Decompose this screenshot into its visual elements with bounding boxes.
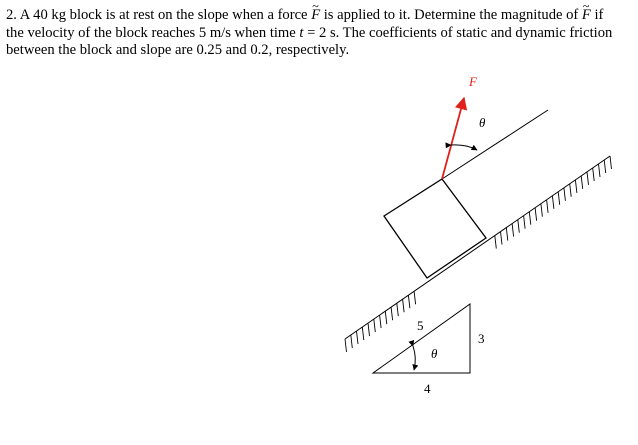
time-symbol: t bbox=[299, 24, 304, 41]
hatch-tick bbox=[581, 176, 583, 189]
hatch-tick bbox=[385, 311, 387, 324]
hatch-tick bbox=[575, 180, 577, 193]
hatch-tick bbox=[403, 299, 405, 312]
hatch-tick bbox=[552, 196, 554, 209]
triangle-angle-label: θ bbox=[431, 346, 438, 361]
hatch-tick bbox=[529, 212, 531, 225]
problem-line-1: 2. A 40 kg block is at rest on the slope when a force ~ F is applied to it. Determine the magnitude of ~ F if bbox=[6, 7, 634, 25]
hatch-tick bbox=[501, 232, 503, 245]
hatch-tick bbox=[547, 200, 549, 213]
hatch-tick bbox=[368, 323, 370, 336]
hatch-tick bbox=[570, 184, 572, 197]
problem-line-2: the velocity of the block reaches 5 m/s when time t = 2 s. The coefficients of static and dynamic friction bbox=[6, 24, 613, 41]
hatch-tick bbox=[345, 339, 347, 352]
hatch-tick bbox=[610, 156, 612, 169]
hatch-tick bbox=[408, 295, 410, 308]
hatch-tick bbox=[374, 319, 376, 332]
hatch-tick bbox=[391, 307, 393, 320]
slope-triangle bbox=[373, 304, 470, 373]
triangle-vertical-label: 3 bbox=[478, 331, 485, 346]
force-angle-arc bbox=[451, 145, 477, 150]
hatch-tick bbox=[380, 315, 382, 328]
hatch-tick bbox=[535, 208, 537, 221]
hatch-tick bbox=[414, 291, 416, 304]
hatch-tick bbox=[357, 331, 359, 344]
force-symbol: ~ F bbox=[311, 7, 320, 25]
block bbox=[384, 179, 486, 278]
hatch-tick bbox=[604, 160, 606, 173]
triangle-horizontal-label: 4 bbox=[424, 381, 431, 396]
hatch-tick bbox=[362, 327, 364, 340]
hatch-tick bbox=[512, 224, 514, 237]
slope-hatching bbox=[345, 156, 612, 352]
force-symbol: ~ F bbox=[582, 7, 591, 25]
hatch-tick bbox=[351, 335, 353, 348]
problem-line-3: between the block and slope are 0.25 and 0.2, respectively. bbox=[6, 42, 350, 59]
hatch-tick bbox=[541, 204, 543, 217]
force-angle-label: θ bbox=[479, 115, 486, 130]
triangle-angle-arc bbox=[413, 346, 415, 370]
hatch-tick bbox=[495, 236, 497, 249]
slope-surface-line bbox=[345, 156, 610, 339]
hatch-tick bbox=[587, 172, 589, 185]
force-label: F bbox=[469, 74, 477, 89]
hatch-tick bbox=[599, 164, 601, 177]
triangle-hypotenuse-label: 5 bbox=[417, 318, 424, 333]
hatch-tick bbox=[524, 216, 526, 229]
hatch-tick bbox=[397, 303, 399, 316]
hatch-tick bbox=[564, 188, 566, 201]
hatch-tick bbox=[558, 192, 560, 205]
hatch-tick bbox=[506, 228, 508, 241]
hatch-tick bbox=[593, 168, 595, 181]
hatch-tick bbox=[518, 220, 520, 233]
